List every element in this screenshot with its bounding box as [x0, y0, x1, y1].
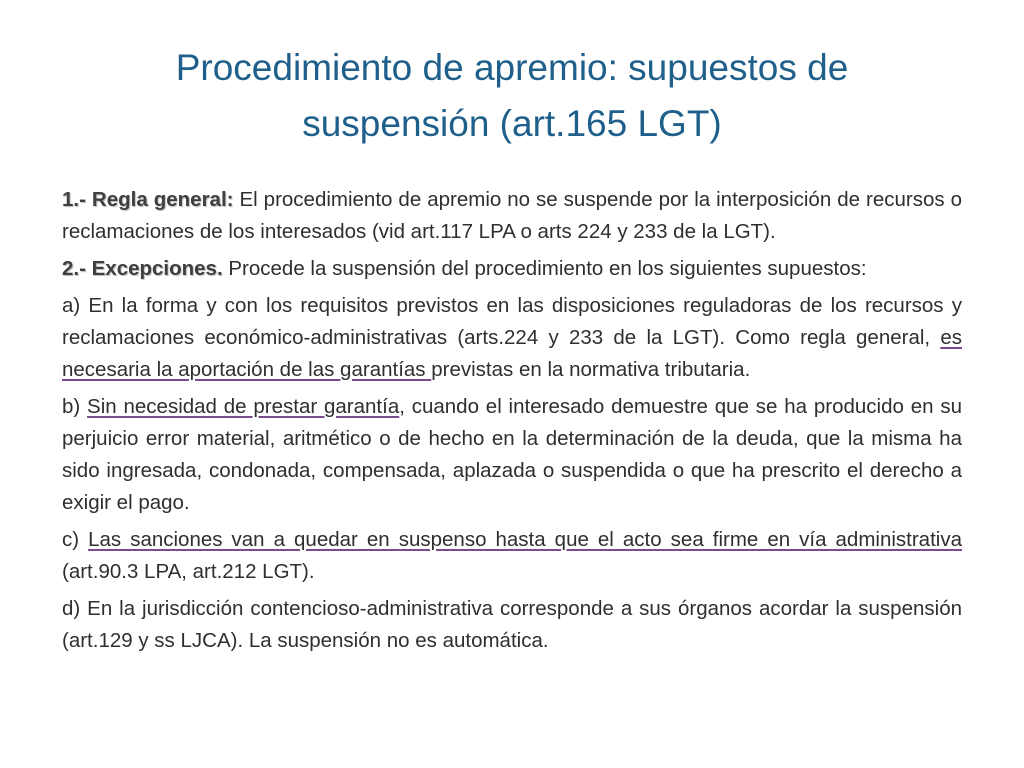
paragraph-item-d — [62, 593, 962, 657]
underlined-text: es necesaria la aportación de las garantías — [62, 326, 962, 381]
slide-body — [62, 184, 962, 662]
paragraph-item-a — [62, 290, 962, 386]
paragraph-text: previstas en la normativa tributaria. — [431, 358, 751, 381]
slide-title-line-2: suspensión (art.165 LGT) — [302, 103, 722, 144]
slide-title-line-1: Procedimiento de apremio: supuestos de — [175, 47, 849, 88]
paragraph-regla-general — [62, 184, 962, 248]
paragraph-text: (art.90.3 LPA, art.212 LGT). — [62, 560, 315, 583]
paragraph-text: El procedimiento de apremio no se suspende por la interposición de recursos o reclamaciones de los interesados (vid art.117 LPA o arts 224 y 233 de la LGT). — [62, 188, 962, 243]
slide-title — [80, 40, 944, 152]
paragraph-text: a) En la forma y con los requisitos previstos en las disposiciones reguladoras de los recursos y reclamaciones económico-administrativas (arts.224 y 233 de la LGT). Como regla general, — [62, 294, 962, 349]
paragraph-text: Procede la suspensión del procedimiento en los siguientes supuestos: — [222, 257, 867, 280]
paragraph-item-b — [62, 391, 962, 519]
paragraph-lead: 2.- Excepciones. — [62, 257, 223, 280]
paragraph-text: b) — [62, 395, 88, 418]
paragraph-text: d) En la jurisdicción contencioso-administrativa corresponde a sus órganos acordar la suspensión (art.129 y ss LJCA). La suspensión no es automática. — [62, 597, 962, 652]
paragraph-item-c — [62, 524, 962, 588]
paragraph-text: c) — [62, 528, 89, 551]
underlined-text: Las sanciones van a quedar en suspenso hasta que el acto sea firme en vía administrativa — [88, 528, 962, 551]
paragraph-excepciones — [62, 253, 962, 285]
underlined-text: Sin necesidad de prestar garantía — [87, 395, 400, 418]
paragraph-lead: 1.- Regla general: — [62, 188, 234, 211]
paragraph-text: , cuando el interesado demuestre que se ha producido en su perjuicio error material, aritmético o de hecho en la determinación de la deuda, que la misma ha sido ingresada, condonada, compensada, aplazada o suspendida o que ha prescrito el derecho a exigir el pago. — [62, 395, 962, 514]
